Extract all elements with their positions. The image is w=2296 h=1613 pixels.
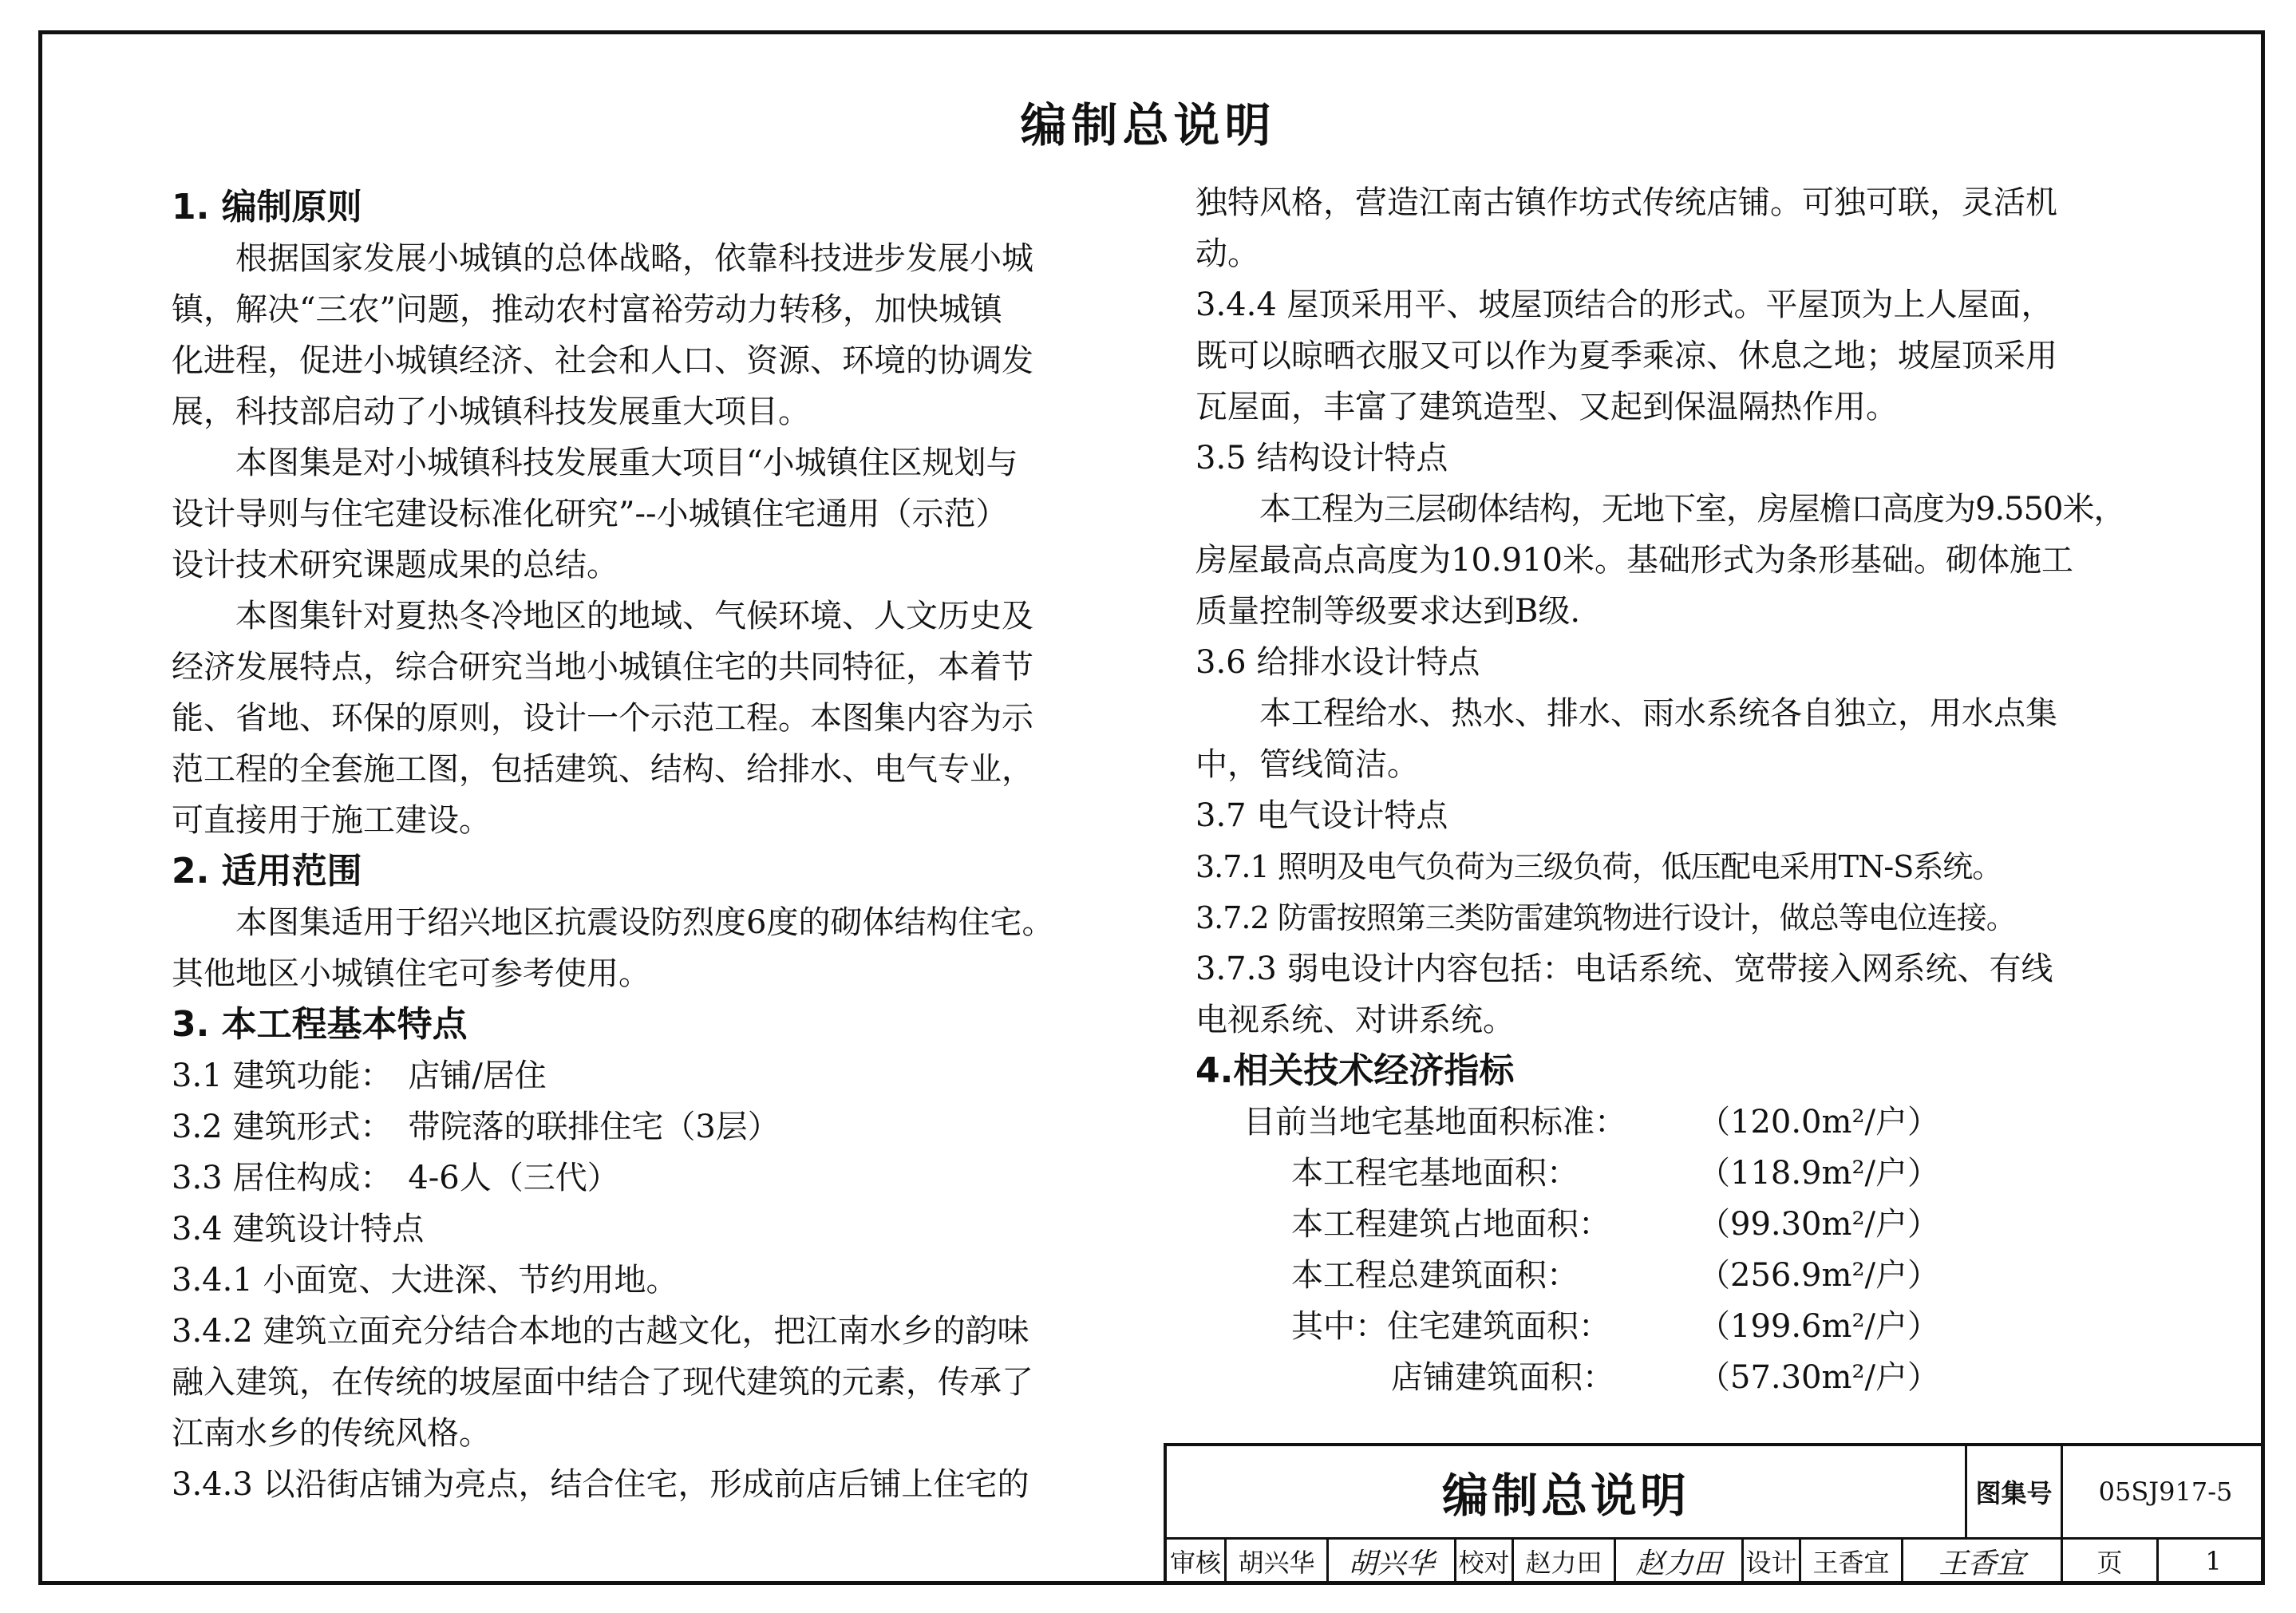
text-line: 其他地区小城镇住宅可参考使用。: [172, 955, 650, 992]
indicator-value: （57.30m²/户）: [1698, 1359, 1939, 1396]
page-number: 1: [2156, 1537, 2268, 1585]
title-block-row-top: [1167, 1446, 2265, 1540]
designer-signature: 王香宜: [1901, 1537, 2061, 1585]
reviewer-signature: 胡兴华: [1326, 1537, 1454, 1585]
text-line: 电视系统、对讲系统。: [1195, 1002, 1515, 1038]
indicator-label: 目前当地宅基地面积标准：: [1243, 1104, 1626, 1141]
text-line: 设计导则与住宅建设标准化研究”--小城镇住宅通用（示范）: [172, 496, 1008, 532]
text-line: 3.7 电气设计特点: [1195, 797, 1448, 834]
indicator-row: [1243, 1301, 2225, 1352]
section-1-heading: 1. 编制原则: [172, 187, 362, 227]
indicator-label: 本工程总建筑面积：: [1291, 1257, 1579, 1294]
set-number-label: 图集号: [1965, 1446, 2061, 1537]
section-4-heading: 4.相关技术经济指标: [1195, 1050, 1515, 1091]
indicator-row: [1243, 1250, 2225, 1301]
indicator-label: 店铺建筑面积：: [1391, 1359, 1614, 1396]
text-line: 3.3 居住构成： 4-6人（三代）: [172, 1160, 619, 1196]
text-line: 镇，解决“三农”问题，推动农村富裕劳动力转移，加快城镇: [172, 291, 1002, 328]
indicator-value: （199.6m²/户）: [1698, 1308, 1939, 1345]
indicator-value: （256.9m²/户）: [1698, 1257, 1939, 1294]
text-line: 3.1 建筑功能： 店铺/居住: [172, 1058, 547, 1094]
indicator-row: [1243, 1199, 2225, 1250]
text-line: 质量控制等级要求达到B级.: [1195, 593, 1581, 630]
left-column: [172, 182, 1097, 1510]
text-line: 江南水乡的传统风格。: [172, 1415, 491, 1452]
text-line: 化进程，促进小城镇经济、社会和人口、资源、环境的协调发: [172, 342, 1033, 379]
text-line: 3.4.4 屋顶采用平、坡屋顶结合的形式。平屋顶为上人屋面，: [1195, 287, 2053, 323]
title-block-title: 编制总说明: [1441, 1469, 1689, 1523]
reviewer-name: 胡兴华: [1224, 1537, 1326, 1585]
text-line: 本图集是对小城镇科技发展重大项目“小城镇住区规划与: [235, 445, 1018, 481]
text-line: 瓦屋面，丰富了建筑造型、又起到保温隔热作用。: [1195, 389, 1898, 425]
designer-name: 王香宜: [1799, 1537, 1901, 1585]
text-line: 3.5 结构设计特点: [1195, 440, 1448, 476]
text-line: 3.4.1 小面宽、大进深、节约用地。: [172, 1262, 678, 1299]
text-line: 既可以晾晒衣服又可以作为夏季乘凉、休息之地；坡屋顶采用: [1195, 338, 2057, 374]
page-title: 编制总说明: [1020, 98, 1276, 152]
text-line: 中，管线简洁。: [1195, 746, 1419, 783]
text-line: 3.7.3 弱电设计内容包括：电话系统、宽带接入网系统、有线: [1195, 951, 2053, 987]
checker-signature: 赵力田: [1614, 1537, 1741, 1585]
text-line: 本工程为三层砌体结构，无地下室，房屋檐口高度为9.550米，: [1259, 491, 2125, 528]
text-line: 3.2 建筑形式： 带院落的联排住宅（3层）: [172, 1109, 780, 1145]
text-line: 动。: [1195, 235, 1259, 272]
text-line: 能、省地、环保的原则，设计一个示范工程。本图集内容为示: [172, 700, 1033, 737]
text-line: 3.7.1 照明及电气负荷为三级负荷，低压配电采用TN-S系统。: [1195, 849, 2002, 884]
text-line: 可直接用于施工建设。: [172, 802, 491, 839]
text-line: 设计技术研究课题成果的总结。: [172, 547, 618, 583]
title-block-row-bottom: [1167, 1537, 2265, 1585]
page-label: 页: [2061, 1537, 2156, 1585]
text-line: 3.4.3 以沿街店铺为亮点，结合住宅，形成前店后铺上住宅的: [172, 1466, 1029, 1503]
text-line: 经济发展特点，综合研究当地小城镇住宅的共同特征，本着节: [172, 649, 1033, 686]
section-3-heading: 3. 本工程基本特点: [172, 1004, 468, 1045]
text-line: 融入建筑，在传统的坡屋面中结合了现代建筑的元素，传承了: [172, 1364, 1033, 1401]
indicator-value: （99.30m²/户）: [1698, 1206, 1939, 1243]
text-line: 根据国家发展小城镇的总体战略，依靠科技进步发展小城: [235, 240, 1033, 277]
indicator-label: 本工程建筑占地面积：: [1291, 1206, 1610, 1243]
indicator-row: [1243, 1148, 2225, 1199]
text-line: 本图集适用于绍兴地区抗震设防烈度6度的砌体结构住宅。: [235, 904, 1054, 941]
title-block: [1164, 1443, 2265, 1585]
indicator-label: 本工程宅基地面积：: [1291, 1155, 1579, 1192]
text-line: 3.4 建筑设计特点: [172, 1211, 425, 1247]
indicator-value: （120.0m²/户）: [1698, 1104, 1939, 1141]
text-line: 本图集针对夏热冬冷地区的地域、气候环境、人文历史及: [235, 598, 1033, 635]
review-label: 审核: [1169, 1548, 1221, 1578]
indicator-list: [1195, 1097, 2225, 1403]
checker-name: 赵力田: [1512, 1537, 1614, 1585]
design-label: 设计: [1741, 1537, 1799, 1585]
indicator-row: [1243, 1097, 2225, 1148]
text-line: 3.4.2 建筑立面充分结合本地的古越文化，把江南水乡的韵味: [172, 1313, 1029, 1350]
set-number: 05SJ917-5: [2061, 1446, 2268, 1537]
text-line: 独特风格，营造江南古镇作坊式传统店铺。可独可联，灵活机: [1195, 184, 2057, 221]
text-line: 范工程的全套施工图，包括建筑、结构、给排水、电气专业，: [172, 751, 1033, 788]
text-line: 本工程给水、热水、排水、雨水系统各自独立，用水点集: [1259, 695, 2057, 732]
right-column: [1195, 177, 2225, 1403]
indicator-label: 其中：住宅建筑面积：: [1291, 1308, 1610, 1345]
indicator-value: （118.9m²/户）: [1698, 1155, 1939, 1192]
indicator-row: [1243, 1352, 2225, 1403]
section-2-heading: 2. 适用范围: [172, 851, 362, 891]
check-label: 校对: [1454, 1537, 1512, 1585]
text-line: 房屋最高点高度为10.910米。基础形式为条形基础。砌体施工: [1195, 542, 2073, 579]
text-line: 3.7.2 防雷按照第三类防雷建筑物进行设计，做总等电位连接。: [1195, 900, 2016, 935]
text-line: 3.6 给排水设计特点: [1195, 644, 1480, 681]
text-line: 展，科技部启动了小城镇科技发展重大项目。: [172, 393, 810, 430]
